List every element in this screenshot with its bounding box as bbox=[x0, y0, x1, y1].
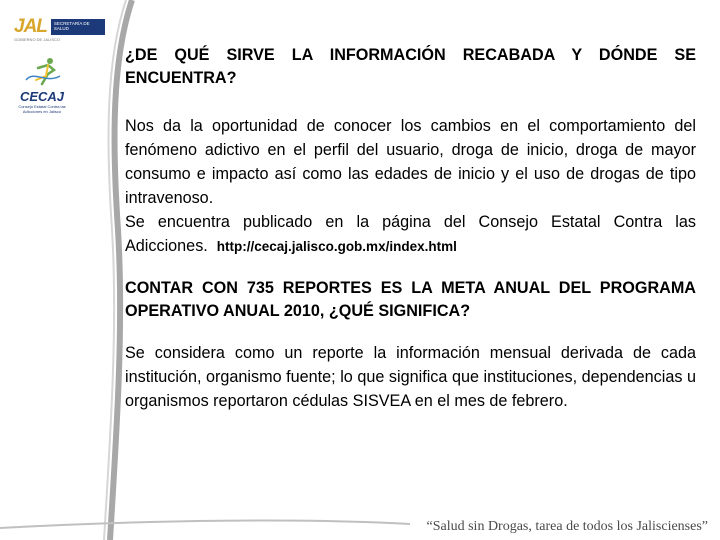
paragraph-publication bbox=[125, 210, 696, 259]
slide-content bbox=[125, 44, 696, 413]
heading-info-use: ¿DE QUÉ SIRVE LA INFORMACIÓN RECABADA Y DÓNDE SE ENCUENTRA? bbox=[125, 46, 696, 87]
paragraph-opportunity: Nos da la oportunidad de conocer los cambios en el comportamiento del fenómeno adictivo en el perfil del usuario, droga de inicio, droga de mayor consumo e impacto así como las edades de inicio y el uso de drogas de tipo intravenoso. bbox=[125, 117, 696, 207]
heading-annual-goal: CONTAR CON 735 REPORTES ES LA META ANUAL DEL PROGRAMA OPERATIVO ANUAL 2010, ¿QUÉ SIGNIFICA? bbox=[125, 279, 696, 320]
cecaj-subtitle: Consejo Estatal Contra las Adicciones en Jalisco bbox=[18, 104, 66, 114]
cecaj-url-link[interactable]: http://cecaj.jalisco.gob.mx/index.html bbox=[216, 239, 457, 254]
footer-slogan: “Salud sin Drogas, tarea de todos los Jaliscienses” bbox=[426, 519, 708, 534]
salud-label: SECRETARÍA DE SALUD bbox=[51, 19, 105, 35]
publication-text: Se encuentra publicado en la página del Consejo Estatal Contra las Adicciones. bbox=[125, 213, 696, 255]
jal-logo-text: JAL bbox=[14, 16, 47, 37]
cecaj-logo-text: CECAJ bbox=[19, 89, 65, 104]
paragraph-report-definition: Se considera como un reporte la información mensual derivada de cada institución, organismo fuente; lo que significa que instituciones, dependencias u organismos reportaron cédulas SISVEA en el mes de febrero. bbox=[125, 344, 696, 410]
cecaj-logo bbox=[12, 56, 72, 114]
sidebar bbox=[0, 0, 118, 540]
runner-figure-icon bbox=[20, 56, 64, 86]
gov-subtitle: GOBIERNO DE JALISCO bbox=[14, 37, 61, 42]
